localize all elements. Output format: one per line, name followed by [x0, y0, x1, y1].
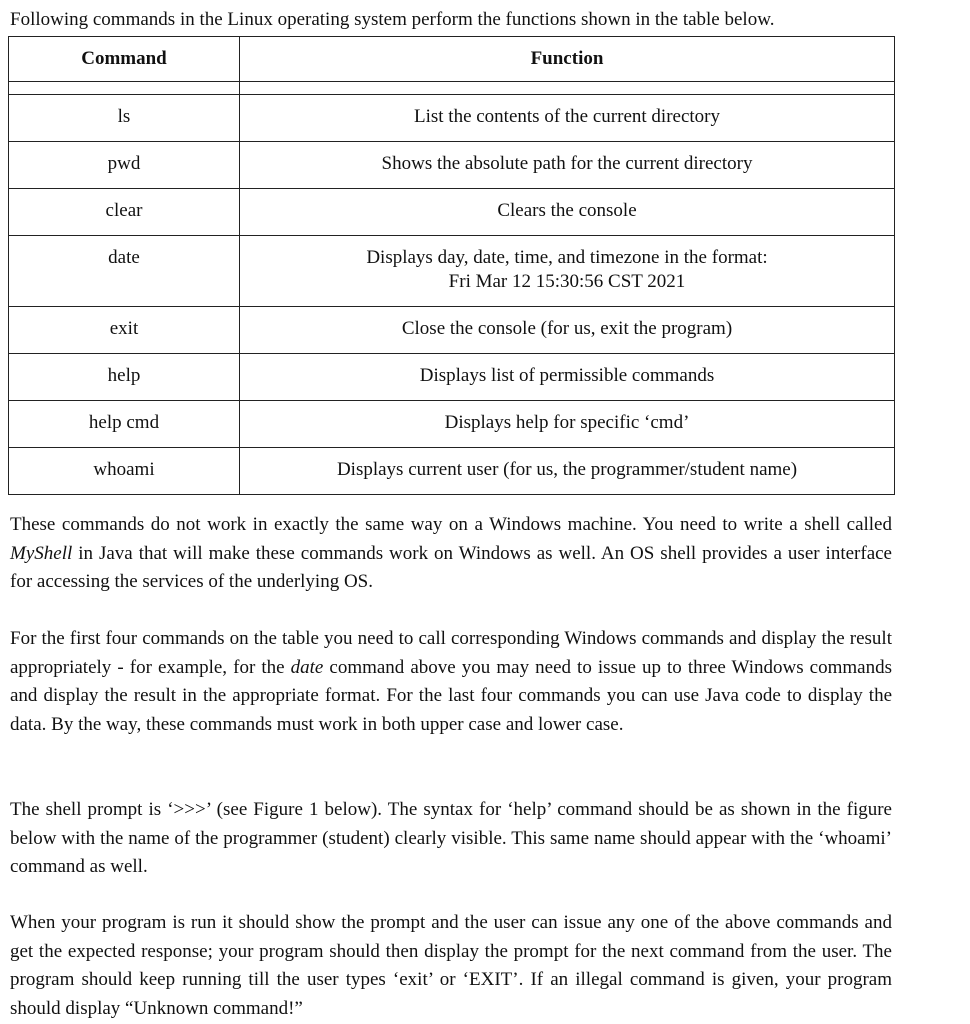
- function-cell: Shows the absolute path for the current directory: [240, 142, 895, 189]
- row-spacer: [240, 82, 895, 95]
- table-row: [9, 142, 895, 189]
- function-cell: List the contents of the current directory: [240, 95, 895, 142]
- function-cell: Displays current user (for us, the programmer/student name): [240, 448, 895, 495]
- commands-table: [8, 36, 895, 495]
- paragraph-first-four-commands: [10, 625, 892, 739]
- function-cell: Displays list of permissible commands: [240, 354, 895, 401]
- header-function: Function: [240, 37, 895, 82]
- command-cell: help cmd: [9, 401, 240, 448]
- date-format-example: Fri Mar 12 15:30:56 CST 2021: [448, 271, 686, 292]
- function-line: Displays day, date, time, and timezone in the format:: [366, 247, 768, 268]
- function-cell: Close the console (for us, exit the program): [240, 307, 895, 354]
- function-cell: Clears the console: [240, 189, 895, 236]
- function-cell: [240, 236, 895, 307]
- command-cell: date: [9, 236, 240, 307]
- paragraph-shell-prompt: The shell prompt is ‘>>>’ (see Figure 1 below). The syntax for ‘help’ command should be as shown in the figure below with the name of the programmer (student) clearly visible. This same name should appear with the ‘whoami’ command as well.: [10, 799, 892, 878]
- table-row: [9, 448, 895, 495]
- table-row: [9, 354, 895, 401]
- paragraph-program-run: When your program is run it should show the prompt and the user can issue any one of the above commands and get the expected response; your program should then display the prompt for the next command from the user. The program should keep running till the user types ‘exit’ or ‘EXIT’. If an illegal command is given, your program should display “Unknown command!”: [10, 912, 892, 1019]
- header-command: Command: [9, 37, 240, 82]
- command-cell: pwd: [9, 142, 240, 189]
- row-spacer: [9, 82, 240, 95]
- paragraph-text: These commands do not work in exactly the same way on a Windows machine. You need to write a shell called: [10, 514, 892, 535]
- paragraph-text: in Java that will make these commands work on Windows as well. An OS shell provides a user interface for accessing the services of the underlying OS.: [10, 542, 892, 593]
- command-cell: exit: [9, 307, 240, 354]
- table-row: [9, 189, 895, 236]
- table-row: [9, 401, 895, 448]
- command-cell: clear: [9, 189, 240, 236]
- emphasis-myshell: MyShell: [10, 542, 73, 564]
- emphasis-date: date: [290, 656, 324, 678]
- intro-text: Following commands in the Linux operating system perform the functions shown in the table below.: [10, 9, 775, 30]
- paragraph-myshell: [10, 511, 892, 597]
- command-cell: whoami: [9, 448, 240, 495]
- function-cell: Displays help for specific ‘cmd’: [240, 401, 895, 448]
- table-row: [9, 307, 895, 354]
- command-cell: ls: [9, 95, 240, 142]
- table-header-row: [9, 37, 895, 82]
- command-cell: help: [9, 354, 240, 401]
- paragraph-text: command above you may need to issue up to three Windows commands and display the result in the appropriate format. For the last four commands you can use Java code to display the data. By the way, these commands must work in both upper case and lower case.: [10, 656, 892, 735]
- table-row: [9, 236, 895, 307]
- table-row: [9, 95, 895, 142]
- paragraph-text: For the first four commands on the table you need to call corresponding Windows commands and display the result appropriately - for example, for the: [10, 628, 892, 678]
